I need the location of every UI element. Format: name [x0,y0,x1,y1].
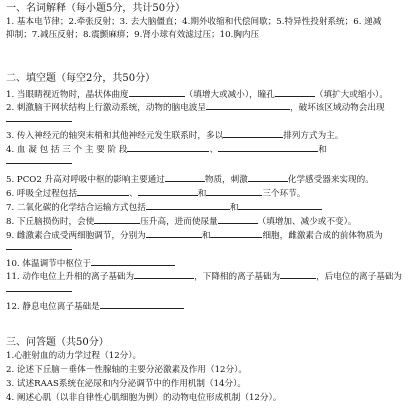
q8-text-b: 压升高，进而使尿量 [140,217,218,227]
q6-text-a: 6. 呼吸全过程包括 [6,189,78,199]
section1-title: 一、名词解释（每小题5分，共计50分） [6,3,186,14]
q2-text-b: ，破坏该区域动物会出现 [290,103,385,113]
question-2-2-cont [6,113,409,126]
q9-text-a: 9. 雌激素合成受两细胞调节，分别为 [6,231,146,241]
answer-blank[interactable] [146,229,202,238]
answer-blank[interactable] [248,173,288,182]
answer-blank[interactable] [165,173,205,182]
q11-text-b: ，下降相的离子基础为 [194,272,281,282]
q10-text-a: 10. 体温调节中枢位于 [6,259,92,269]
question-2-5 [6,173,409,186]
answer-blank[interactable] [206,187,262,196]
question-2-4-cont [6,155,409,168]
q4-text-a: 4. 血 凝 包 括 三 个 主 要 阶 段 [6,145,128,155]
answer-blank[interactable] [146,201,230,210]
question-2-6 [6,187,409,200]
essay-question-4: 4. 阐述心肌（以非自律性心肌细胞为例）的动物电位形成机制（12分）。 [6,393,282,403]
question-2-7 [6,201,409,214]
q1-text-c: （填扩大或缩小）。 [314,90,388,100]
q11-text-a: 11. 动作电位上升相的离子基础为 [6,272,135,282]
q1-text-a: 1. 当眼睛视近物时，晶状体曲度 [6,90,129,100]
answer-blank[interactable] [218,215,258,224]
q8-text-c: （填增加、减少或不变）。 [257,217,357,227]
question-2-11 [6,270,409,283]
essay-question-1: 1.心脏射血的动力学过程（12分）。 [6,351,142,361]
question-2-8 [6,215,409,228]
q1-text-b: （填增大或减小），瞳孔 [184,90,275,100]
essay-question-2: 2. 论述下丘脑－垂体－性腺轴的主要分泌激素及作用（12分）。 [6,365,248,375]
answer-blank[interactable] [77,187,129,196]
answer-blank[interactable] [100,300,184,309]
section1-terms-line1: 1. 基本电节律；2.牵张反射；3. 去大脑僵直；4.期外收缩和代偿间歇；5.特异性投射系统；6. 递减 [6,17,382,27]
question-2-3 [6,129,409,142]
question-2-9-cont [6,241,409,254]
q5-text-c: 化学感受器来实现的。 [287,175,374,185]
answer-blank[interactable] [6,283,72,292]
q9-text-b: 和 [201,231,211,241]
answer-blank[interactable] [127,143,209,152]
question-2-12 [6,300,409,313]
q2-text-a: 2. 刺激脑干网状结构上行激动系统，动物的脑电波呈 [6,103,206,113]
q4-text-c: 和 [318,145,327,155]
answer-blank[interactable] [6,113,72,122]
answer-blank[interactable] [238,201,322,210]
q6-text-c: 和 [197,189,207,199]
q5-text-a: 5. PCO2 升高对呼吸中枢的影响主要通过 [6,175,165,185]
answer-blank[interactable] [129,88,185,97]
answer-blank[interactable] [134,270,194,279]
q7-text-a: 7. 二氧化碳的化学结合运输方式包括 [6,203,146,213]
answer-blank[interactable] [275,88,315,97]
answer-blank[interactable] [218,143,318,152]
question-2-11-cont [6,283,409,296]
q6-text-b: 、 [129,189,138,199]
answer-blank[interactable] [223,129,283,138]
q12-text-a: 12. 静息电位离子基础是 [6,302,100,312]
q9-text-c: 细胞，雌激素合成的前体物质为 [262,231,383,241]
q11-text-c: ，后电位的离子基础为 [316,272,403,282]
q3-text-a: 3. 传入神经元的轴突末梢和其他神经元发生联系时，多以 [6,131,224,141]
q4-text-b: 、 [209,145,219,155]
q7-text-b: 和 [229,203,239,213]
q3-text-b: 排列方式为主。 [283,131,344,141]
essay-question-3: 3. 试述RAAS系统在泌尿和内分泌调节中的作用机制（14分）。 [6,379,246,389]
question-2-1 [6,88,409,101]
answer-blank[interactable] [94,215,140,224]
section1-terms-line2: 抑制；7.减压反射；8.震颤麻痹；9.肾小球有效滤过压；10.胸内压 [6,30,260,40]
q8-text-a: 8. 下丘脑损伤时，会使 [6,217,95,227]
answer-blank[interactable] [6,155,72,164]
q5-text-b: 物质，刺激 [204,175,248,185]
section3-title: 三、问答题（共50分） [6,337,109,348]
answer-blank[interactable] [210,229,262,238]
answer-blank[interactable] [91,257,175,266]
answer-blank[interactable] [206,101,290,110]
section2-title: 二、填空题（每空2分，共50分） [6,73,156,84]
answer-blank[interactable] [280,270,316,279]
q6-text-d: 三个环节。 [262,189,306,199]
question-2-10 [6,257,409,270]
answer-blank[interactable] [6,241,72,250]
answer-blank[interactable] [138,187,198,196]
